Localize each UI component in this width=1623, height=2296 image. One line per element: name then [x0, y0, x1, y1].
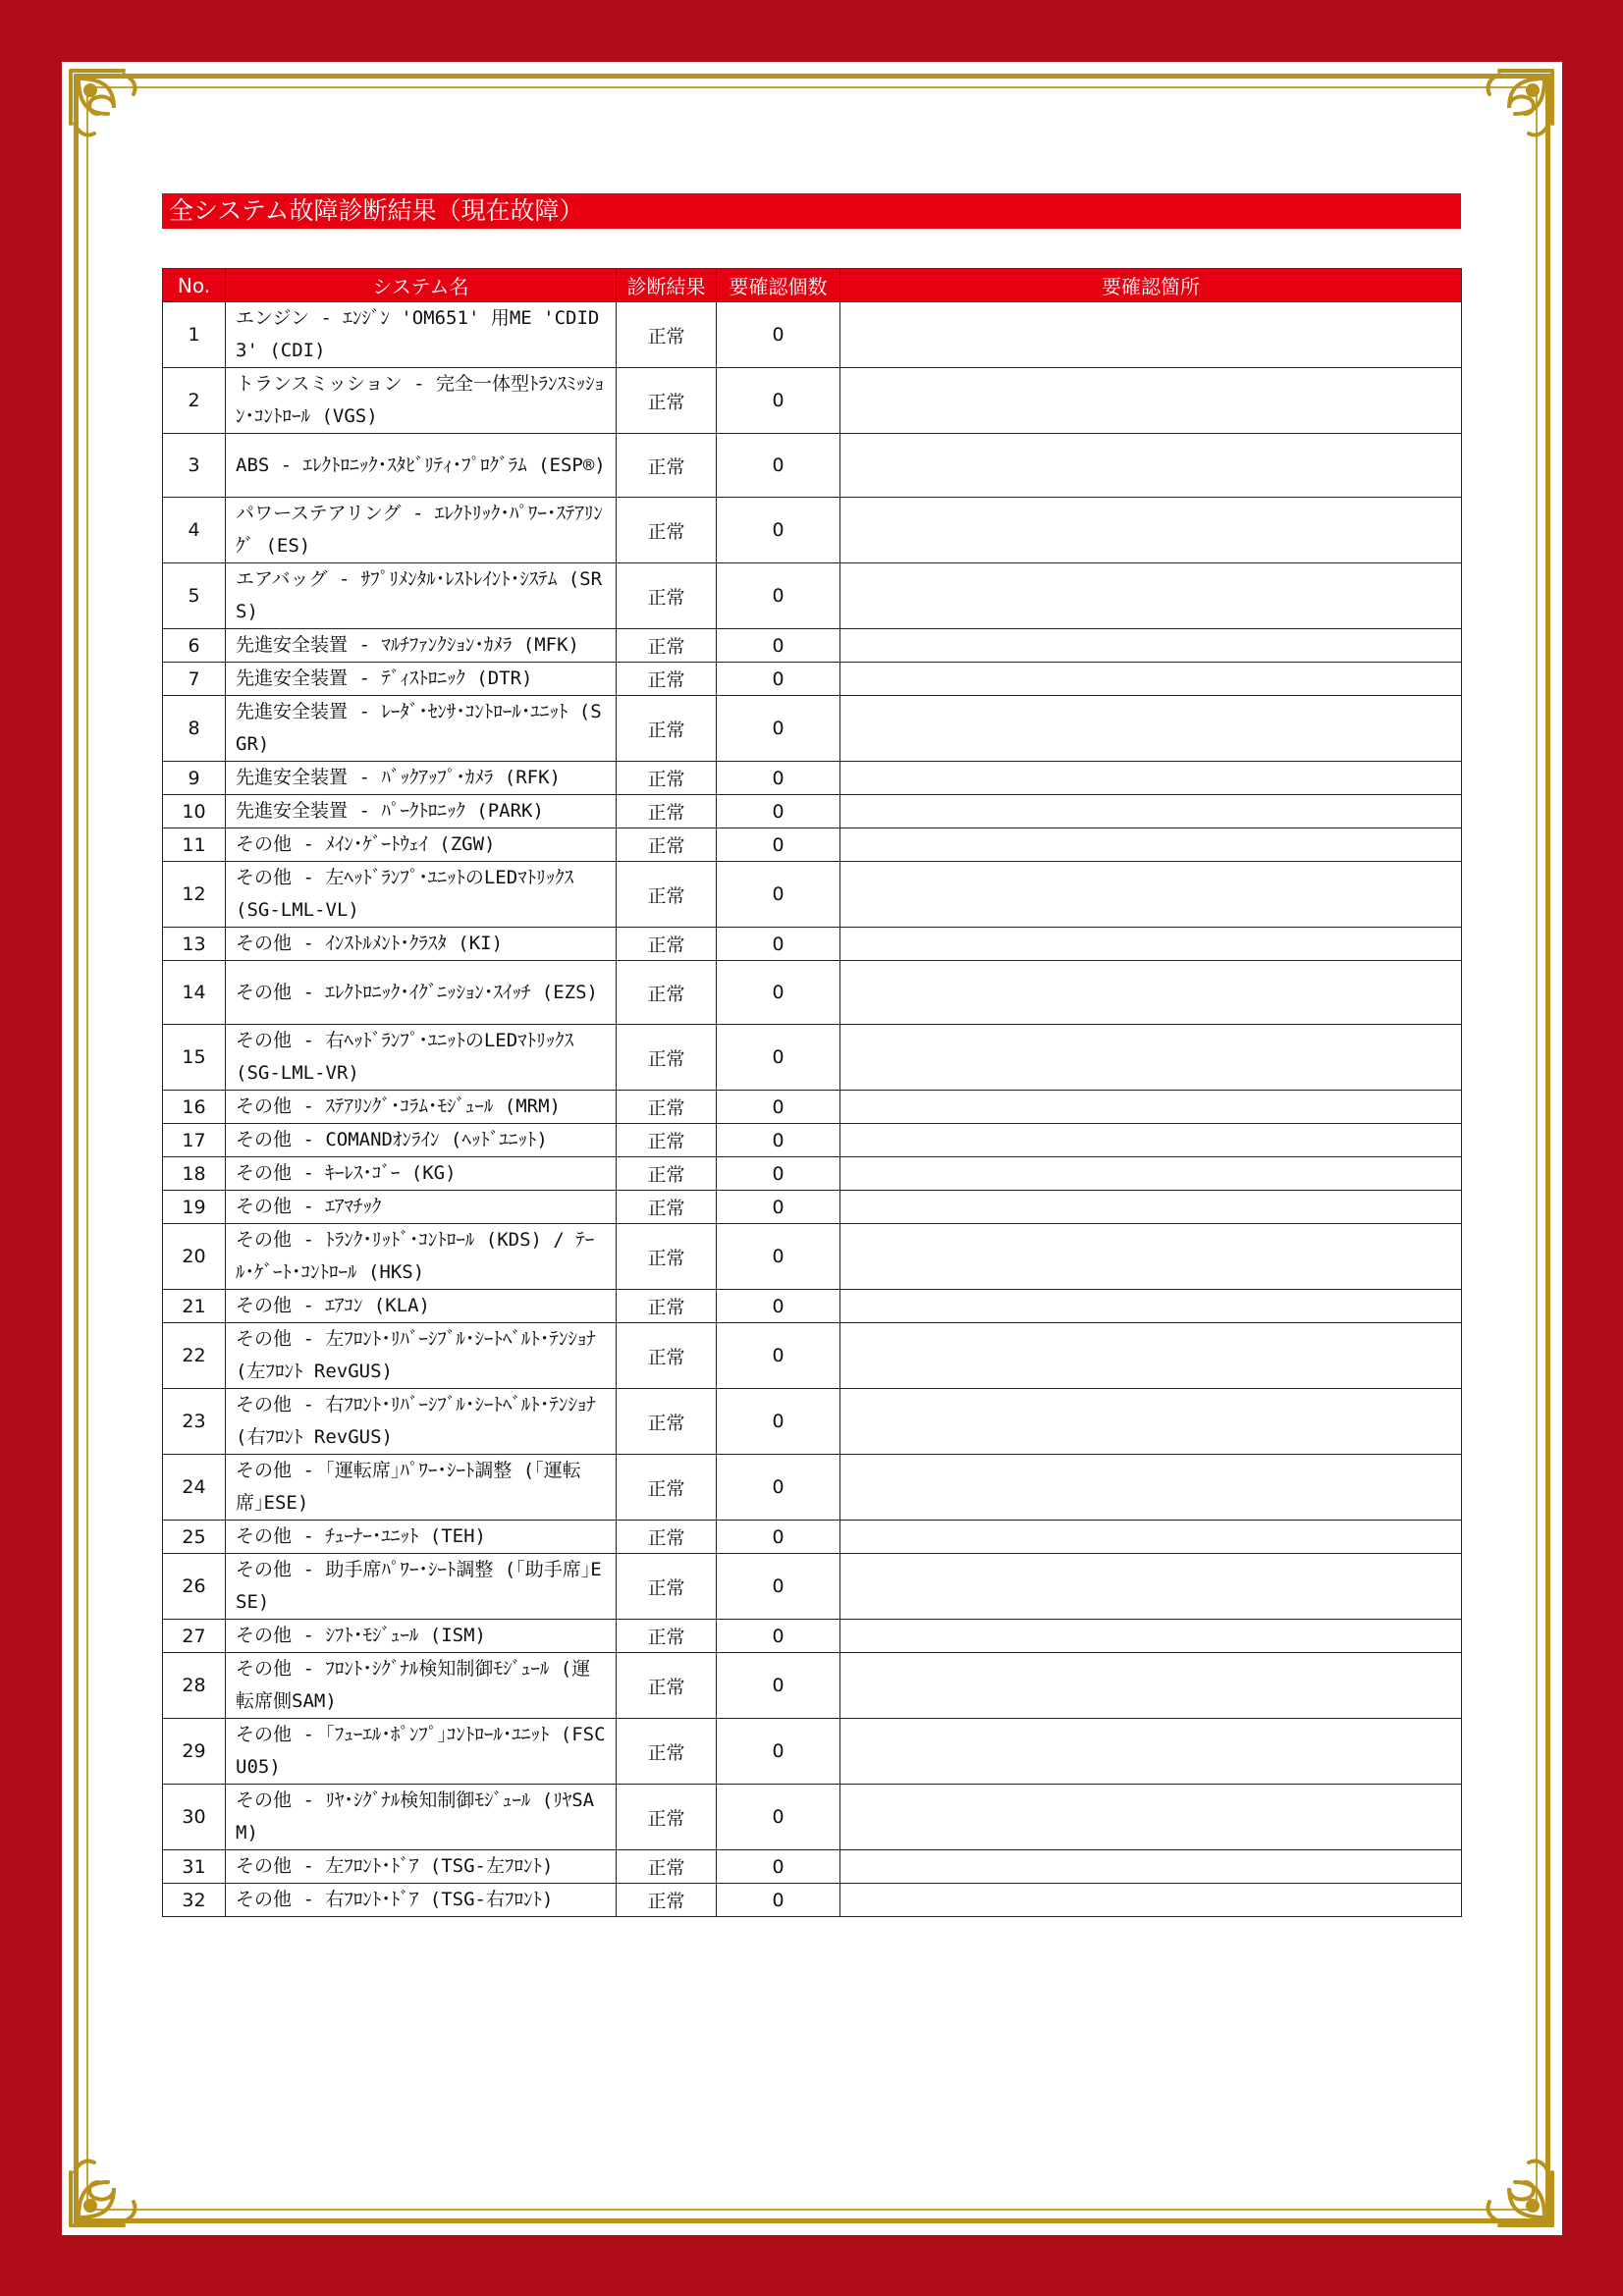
check-location-cell [840, 1389, 1462, 1455]
result-cell: 正常 [617, 663, 717, 696]
system-name-cell: その他 - COMANDｵﾝﾗｲﾝ (ﾍｯﾄﾞﾕﾆｯﾄ) [226, 1124, 617, 1157]
check-count-cell: 0 [717, 795, 840, 828]
system-name-cell: その他 - ｲﾝｽﾄﾙﾒﾝﾄ･ｸﾗｽﾀ (KI) [226, 928, 617, 961]
result-cell: 正常 [617, 434, 717, 498]
system-name-cell: その他 - ｴｱｺﾝ (KLA) [226, 1290, 617, 1323]
row-number: 17 [163, 1124, 226, 1157]
table-row [163, 629, 1462, 663]
result-cell: 正常 [617, 1191, 717, 1224]
system-name-cell: その他 - 左ﾌﾛﾝﾄ･ﾘﾊﾞｰｼﾌﾞﾙ･ｼｰﾄﾍﾞﾙﾄ･ﾃﾝｼｮﾅ (左ﾌﾛﾝﾄ RevGUS) [226, 1323, 617, 1389]
check-location-cell [840, 1884, 1462, 1917]
result-cell: 正常 [617, 1025, 717, 1091]
row-number: 21 [163, 1290, 226, 1323]
check-count-cell: 0 [717, 1521, 840, 1554]
check-location-cell [840, 1157, 1462, 1191]
result-cell: 正常 [617, 1124, 717, 1157]
table-row [163, 1719, 1462, 1785]
check-location-cell [840, 1455, 1462, 1521]
system-name-cell: 先進安全装置 - ﾚｰﾀﾞ･ｾﾝｻ･ｺﾝﾄﾛｰﾙ･ﾕﾆｯﾄ (SGR) [226, 696, 617, 762]
check-location-cell [840, 1653, 1462, 1719]
check-location-cell [840, 1323, 1462, 1389]
system-name-cell: その他 - 右ﾌﾛﾝﾄ･ﾄﾞｱ (TSG-右ﾌﾛﾝﾄ) [226, 1884, 617, 1917]
table-row [163, 1653, 1462, 1719]
table-row [163, 961, 1462, 1025]
table-row [163, 928, 1462, 961]
row-number: 18 [163, 1157, 226, 1191]
check-count-cell: 0 [717, 1191, 840, 1224]
system-name-cell: 先進安全装置 - ﾊﾟｰｸﾄﾛﾆｯｸ (PARK) [226, 795, 617, 828]
row-number: 13 [163, 928, 226, 961]
row-number: 23 [163, 1389, 226, 1455]
result-cell: 正常 [617, 563, 717, 629]
row-number: 29 [163, 1719, 226, 1785]
check-location-cell [840, 762, 1462, 795]
check-count-cell: 0 [717, 498, 840, 563]
check-location-cell [840, 1224, 1462, 1290]
table-row [163, 368, 1462, 434]
check-count-cell: 0 [717, 368, 840, 434]
row-number: 16 [163, 1091, 226, 1124]
corner-ornament-icon [65, 2137, 159, 2231]
table-row [163, 1884, 1462, 1917]
check-location-cell [840, 1719, 1462, 1785]
result-cell: 正常 [617, 1224, 717, 1290]
result-cell: 正常 [617, 1323, 717, 1389]
row-number: 32 [163, 1884, 226, 1917]
check-location-cell [840, 1290, 1462, 1323]
table-row [163, 1124, 1462, 1157]
check-location-cell [840, 1091, 1462, 1124]
check-count-cell: 0 [717, 1323, 840, 1389]
check-count-cell: 0 [717, 1091, 840, 1124]
header-system-name: システム名 [226, 269, 617, 302]
result-cell: 正常 [617, 1850, 717, 1884]
row-number: 22 [163, 1323, 226, 1389]
system-name-cell: 先進安全装置 - ﾏﾙﾁﾌｧﾝｸｼｮﾝ･ｶﾒﾗ (MFK) [226, 629, 617, 663]
system-name-cell: その他 - ｷｰﾚｽ･ｺﾞｰ (KG) [226, 1157, 617, 1191]
system-name-cell: その他 - 右ﾍｯﾄﾞﾗﾝﾌﾟ･ﾕﾆｯﾄのLEDﾏﾄﾘｯｸｽ (SG-LML-VR) [226, 1025, 617, 1091]
row-number: 9 [163, 762, 226, 795]
table-row [163, 862, 1462, 928]
check-count-cell: 0 [717, 434, 840, 498]
check-count-cell: 0 [717, 1224, 840, 1290]
check-location-cell [840, 696, 1462, 762]
result-cell: 正常 [617, 928, 717, 961]
check-location-cell [840, 663, 1462, 696]
table-row [163, 1850, 1462, 1884]
header-no: No. [163, 269, 226, 302]
check-count-cell: 0 [717, 696, 840, 762]
row-number: 14 [163, 961, 226, 1025]
system-name-cell: その他 - 助手席ﾊﾟﾜｰ･ｼｰﾄ調整 (｢助手席｣ESE) [226, 1554, 617, 1620]
check-location-cell [840, 1025, 1462, 1091]
row-number: 6 [163, 629, 226, 663]
table-row [163, 498, 1462, 563]
corner-ornament-icon [1464, 65, 1558, 159]
result-cell: 正常 [617, 762, 717, 795]
result-cell: 正常 [617, 795, 717, 828]
check-location-cell [840, 795, 1462, 828]
system-name-cell: その他 - ｴｱﾏﾁｯｸ [226, 1191, 617, 1224]
system-name-cell: 先進安全装置 - ﾃﾞｨｽﾄﾛﾆｯｸ (DTR) [226, 663, 617, 696]
row-number: 7 [163, 663, 226, 696]
table-row [163, 1389, 1462, 1455]
table-row [163, 1091, 1462, 1124]
result-cell: 正常 [617, 1157, 717, 1191]
row-number: 19 [163, 1191, 226, 1224]
table-row [163, 302, 1462, 368]
table-row [163, 1521, 1462, 1554]
row-number: 10 [163, 795, 226, 828]
check-count-cell: 0 [717, 663, 840, 696]
check-location-cell [840, 1521, 1462, 1554]
check-count-cell: 0 [717, 1290, 840, 1323]
table-row [163, 795, 1462, 828]
corner-ornament-icon [1464, 2137, 1558, 2231]
result-cell: 正常 [617, 696, 717, 762]
system-name-cell: トランスミッション - 完全一体型ﾄﾗﾝｽﾐｯｼｮﾝ･ｺﾝﾄﾛｰﾙ (VGS) [226, 368, 617, 434]
row-number: 20 [163, 1224, 226, 1290]
check-count-cell: 0 [717, 862, 840, 928]
system-name-cell: ABS - ｴﾚｸﾄﾛﾆｯｸ･ｽﾀﾋﾞﾘﾃｨ･ﾌﾟﾛｸﾞﾗﾑ (ESP®) [226, 434, 617, 498]
result-cell: 正常 [617, 1620, 717, 1653]
table-row [163, 1455, 1462, 1521]
check-count-cell: 0 [717, 1389, 840, 1455]
check-location-cell [840, 302, 1462, 368]
result-cell: 正常 [617, 1884, 717, 1917]
row-number: 12 [163, 862, 226, 928]
check-count-cell: 0 [717, 1653, 840, 1719]
check-count-cell: 0 [717, 762, 840, 795]
row-number: 25 [163, 1521, 226, 1554]
corner-ornament-icon [65, 65, 159, 159]
check-location-cell [840, 862, 1462, 928]
table-row [163, 1785, 1462, 1850]
check-count-cell: 0 [717, 1785, 840, 1850]
system-name-cell: その他 - ｼﾌﾄ･ﾓｼﾞｭｰﾙ (ISM) [226, 1620, 617, 1653]
check-count-cell: 0 [717, 629, 840, 663]
check-location-cell [840, 828, 1462, 862]
check-location-cell [840, 434, 1462, 498]
check-count-cell: 0 [717, 1554, 840, 1620]
check-location-cell [840, 498, 1462, 563]
result-cell: 正常 [617, 1785, 717, 1850]
check-location-cell [840, 1191, 1462, 1224]
result-cell: 正常 [617, 1653, 717, 1719]
row-number: 11 [163, 828, 226, 862]
row-number: 2 [163, 368, 226, 434]
result-cell: 正常 [617, 1455, 717, 1521]
system-name-cell: エンジン - ｴﾝｼﾞﾝ 'OM651' 用ME 'CDID3' (CDI) [226, 302, 617, 368]
check-location-cell [840, 563, 1462, 629]
table-row [163, 663, 1462, 696]
check-location-cell [840, 1850, 1462, 1884]
check-location-cell [840, 961, 1462, 1025]
table-row [163, 1191, 1462, 1224]
check-count-cell: 0 [717, 1620, 840, 1653]
check-count-cell: 0 [717, 563, 840, 629]
check-location-cell [840, 1785, 1462, 1850]
system-name-cell: その他 - ﾁｭｰﾅｰ･ﾕﾆｯﾄ (TEH) [226, 1521, 617, 1554]
check-location-cell [840, 1620, 1462, 1653]
diagnosis-results-table [162, 268, 1462, 1917]
check-count-cell: 0 [717, 1850, 840, 1884]
row-number: 28 [163, 1653, 226, 1719]
table-row [163, 563, 1462, 629]
check-count-cell: 0 [717, 828, 840, 862]
result-cell: 正常 [617, 862, 717, 928]
row-number: 26 [163, 1554, 226, 1620]
check-count-cell: 0 [717, 961, 840, 1025]
result-cell: 正常 [617, 1521, 717, 1554]
result-cell: 正常 [617, 629, 717, 663]
system-name-cell: その他 - 右ﾌﾛﾝﾄ･ﾘﾊﾞｰｼﾌﾞﾙ･ｼｰﾄﾍﾞﾙﾄ･ﾃﾝｼｮﾅ (右ﾌﾛﾝﾄ RevGUS) [226, 1389, 617, 1455]
check-location-cell [840, 1124, 1462, 1157]
table-row [163, 1290, 1462, 1323]
system-name-cell: その他 - ｢ﾌｭｰｴﾙ･ﾎﾟﾝﾌﾟ｣ｺﾝﾄﾛｰﾙ･ﾕﾆｯﾄ (FSCU05) [226, 1719, 617, 1785]
table-row [163, 1620, 1462, 1653]
row-number: 1 [163, 302, 226, 368]
table-row [163, 696, 1462, 762]
system-name-cell: その他 - ﾒｲﾝ･ｹﾞｰﾄｳｪｲ (ZGW) [226, 828, 617, 862]
check-count-cell: 0 [717, 1455, 840, 1521]
table-row [163, 1025, 1462, 1091]
result-cell: 正常 [617, 498, 717, 563]
result-cell: 正常 [617, 1554, 717, 1620]
row-number: 5 [163, 563, 226, 629]
check-count-cell: 0 [717, 1124, 840, 1157]
table-row [163, 762, 1462, 795]
table-body [163, 302, 1462, 1917]
row-number: 27 [163, 1620, 226, 1653]
table-header-row [163, 269, 1462, 302]
row-number: 30 [163, 1785, 226, 1850]
system-name-cell: その他 - 左ﾌﾛﾝﾄ･ﾄﾞｱ (TSG-左ﾌﾛﾝﾄ) [226, 1850, 617, 1884]
system-name-cell: エアバッグ - ｻﾌﾟﾘﾒﾝﾀﾙ･ﾚｽﾄﾚｲﾝﾄ･ｼｽﾃﾑ (SRS) [226, 563, 617, 629]
check-location-cell [840, 368, 1462, 434]
system-name-cell: その他 - ｢運転席｣ﾊﾟﾜｰ･ｼｰﾄ調整 (｢運転席｣ESE) [226, 1455, 617, 1521]
header-result: 診断結果 [617, 269, 717, 302]
table-row [163, 1554, 1462, 1620]
result-cell: 正常 [617, 1290, 717, 1323]
system-name-cell: 先進安全装置 - ﾊﾞｯｸｱｯﾌﾟ･ｶﾒﾗ (RFK) [226, 762, 617, 795]
check-location-cell [840, 1554, 1462, 1620]
section-title: 全システム故障診断結果（現在故障） [162, 193, 1461, 229]
table-row [163, 1224, 1462, 1290]
result-cell: 正常 [617, 1389, 717, 1455]
table-row [163, 1157, 1462, 1191]
system-name-cell: その他 - ｽﾃｱﾘﾝｸﾞ･ｺﾗﾑ･ﾓｼﾞｭｰﾙ (MRM) [226, 1091, 617, 1124]
result-cell: 正常 [617, 1091, 717, 1124]
table-row [163, 828, 1462, 862]
check-location-cell [840, 629, 1462, 663]
result-cell: 正常 [617, 1719, 717, 1785]
row-number: 15 [163, 1025, 226, 1091]
check-count-cell: 0 [717, 1884, 840, 1917]
table-row [163, 434, 1462, 498]
header-check-count: 要確認個数 [717, 269, 840, 302]
table-row [163, 1323, 1462, 1389]
header-check-location: 要確認箇所 [840, 269, 1462, 302]
result-cell: 正常 [617, 368, 717, 434]
check-count-cell: 0 [717, 302, 840, 368]
system-name-cell: パワーステアリング - ｴﾚｸﾄﾘｯｸ･ﾊﾟﾜｰ･ｽﾃｱﾘﾝｸﾞ (ES) [226, 498, 617, 563]
row-number: 24 [163, 1455, 226, 1521]
result-cell: 正常 [617, 961, 717, 1025]
check-location-cell [840, 928, 1462, 961]
row-number: 31 [163, 1850, 226, 1884]
system-name-cell: その他 - ﾄﾗﾝｸ･ﾘｯﾄﾞ･ｺﾝﾄﾛｰﾙ (KDS) / ﾃｰﾙ･ｹﾞｰﾄ･ｺﾝﾄﾛｰﾙ (HKS) [226, 1224, 617, 1290]
row-number: 4 [163, 498, 226, 563]
check-count-cell: 0 [717, 1719, 840, 1785]
system-name-cell: その他 - ﾌﾛﾝﾄ･ｼｸﾞﾅﾙ検知制御ﾓｼﾞｭｰﾙ (運転席側SAM) [226, 1653, 617, 1719]
check-count-cell: 0 [717, 928, 840, 961]
result-cell: 正常 [617, 302, 717, 368]
check-count-cell: 0 [717, 1025, 840, 1091]
check-count-cell: 0 [717, 1157, 840, 1191]
row-number: 8 [163, 696, 226, 762]
system-name-cell: その他 - ｴﾚｸﾄﾛﾆｯｸ･ｲｸﾞﾆｯｼｮﾝ･ｽｲｯﾁ (EZS) [226, 961, 617, 1025]
system-name-cell: その他 - ﾘﾔ･ｼｸﾞﾅﾙ検知制御ﾓｼﾞｭｰﾙ (ﾘﾔSAM) [226, 1785, 617, 1850]
result-cell: 正常 [617, 828, 717, 862]
row-number: 3 [163, 434, 226, 498]
system-name-cell: その他 - 左ﾍｯﾄﾞﾗﾝﾌﾟ･ﾕﾆｯﾄのLEDﾏﾄﾘｯｸｽ (SG-LML-VL) [226, 862, 617, 928]
